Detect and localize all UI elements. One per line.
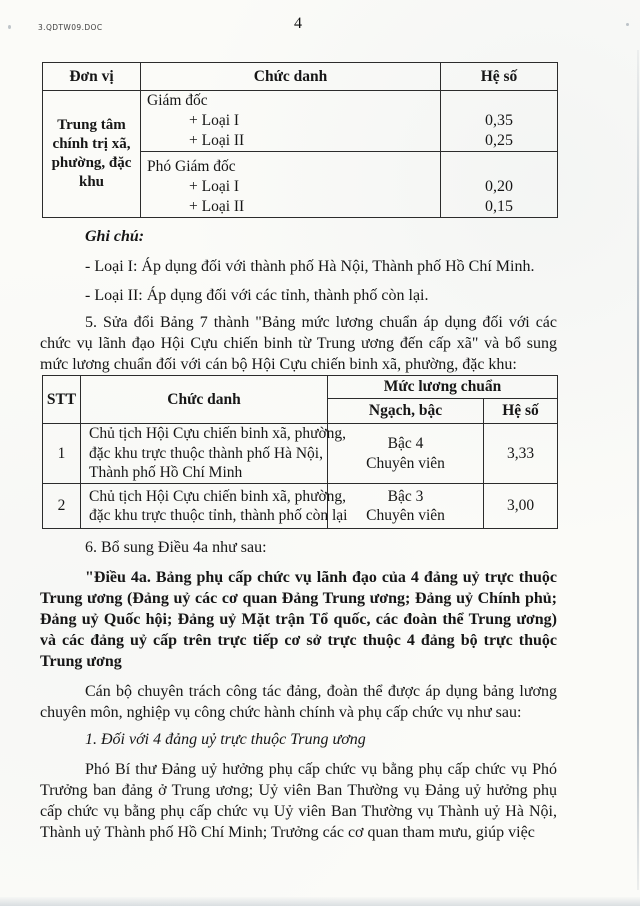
t2-grade-cell [328, 484, 484, 529]
article-4a-paragraph: "Điều 4a. Bảng phụ cấp chức vụ lãnh đạo của 4 đảng uỷ trực thuộc Trung ương (Đảng uỷ các cơ quan Đảng Trung ương; Đảng uỷ Chính phủ; Đảng uỷ Quốc hội; Đảng uỷ Mặt trận Tổ quốc, các đoàn thể Trung ương) và các đảng uỷ cấp trên trực tiếp cơ sở trực thuộc 4 đảng bộ trực thuộc Trung ương [40, 569, 557, 670]
coefficient-value: 0,25 [485, 132, 513, 149]
table-row [43, 424, 558, 484]
position-subitem: + Loại II [189, 132, 245, 149]
t1-title-cell-pho-giam-doc [141, 152, 441, 218]
grade-line: Bậc 3 [387, 487, 424, 505]
allowance-coefficient-table [42, 62, 558, 218]
t1-header-he-so: Hệ số [441, 63, 558, 91]
coefficient-value: 0,15 [485, 198, 513, 215]
subsection-1-heading: 1. Đối với 4 đảng uỷ trực thuộc Trung ương [85, 731, 366, 748]
document-filename: 3.QDTW09.DOC [38, 23, 103, 32]
t2-title-cell [81, 484, 348, 529]
coefficient-value: 0,35 [485, 112, 513, 129]
table-header-row [43, 63, 558, 91]
scan-bottom-shadow [0, 897, 640, 906]
title-line: đặc khu trực thuộc thành phố Hà Nội, [89, 444, 323, 462]
table-header-row [43, 376, 558, 399]
scan-speck [626, 23, 629, 26]
position-subitem: + Loại I [189, 112, 240, 129]
row-index: 2 [43, 484, 81, 529]
scan-speck [8, 25, 11, 29]
final-paragraph: Phó Bí thư Đảng uỷ hưởng phụ cấp chức vụ bằng phụ cấp chức vụ Phó Trưởng ban đảng ở Trung ương; Uỷ viên Ban Thường vụ Đảng uỷ hưởng phụ cấp chức vụ bằng phụ cấp chức vụ Uỷ viên Ban Thường vụ Thành uỷ Hà Nội, Thành uỷ Thành phố Hồ Chí Minh; Trưởng các cơ quan tham mưu, giúp việc [40, 761, 557, 841]
paragraph-5: 5. Sửa đổi Bảng 7 thành "Bảng mức lương chuẩn áp dụng đối với các chức vụ lãnh đạo Hội Cựu chiến binh từ Trung ương đến cấp xã" và bổ sung mức lương chuẩn đối với cán bộ Hội Cựu chiến binh xã, phường, đặc khu: [40, 314, 557, 373]
title-line: Chủ tịch Hội Cựu chiến binh xã, phường, [89, 425, 347, 443]
grade-line: Chuyên viên [366, 454, 445, 472]
position-title: Giám đốc [147, 92, 208, 109]
note-loai-2: - Loại II: Áp dụng đối với các tỉnh, thành phố còn lại. [85, 287, 429, 304]
page-number: 4 [294, 15, 302, 32]
grade-line: Chuyên viên [366, 507, 445, 524]
table-row [43, 484, 558, 529]
t1-unit-cell: Trung tâm chính trị xã, phường, đặc khu [43, 91, 141, 218]
row-index: 1 [43, 424, 81, 484]
t1-coefficient-cell [441, 152, 558, 218]
standard-salary-table [42, 375, 558, 529]
t2-header-chuc-danh: Chức danh [81, 376, 328, 424]
t2-grade-cell [328, 424, 484, 484]
position-subitem: + Loại I [189, 178, 240, 195]
t2-coefficient-cell: 3,33 [484, 424, 558, 484]
notes-heading: Ghi chú: [85, 228, 145, 245]
cadre-paragraph: Cán bộ chuyên trách công tác đảng, đoàn thể được áp dụng bảng lương chuyên môn, nghiệp vụ công chức hành chính và phụ cấp chức vụ như sau: [40, 683, 557, 721]
paragraph-6: 6. Bổ sung Điều 4a như sau: [85, 539, 267, 556]
position-title: Phó Giám đốc [147, 158, 236, 175]
title-line: Chủ tịch Hội Cựu chiến binh xã, phường, [89, 487, 347, 505]
grade-line: Bậc 4 [387, 435, 424, 452]
t2-header-he-so: Hệ số [484, 399, 558, 424]
t2-header-stt: STT [43, 376, 81, 424]
t1-header-chuc-danh: Chức danh [141, 63, 441, 91]
position-subitem: + Loại II [189, 198, 245, 215]
title-line: Thành phố Hồ Chí Minh [89, 464, 243, 482]
table-row [43, 91, 558, 152]
coefficient-value: 0,20 [485, 178, 513, 195]
t1-header-don-vi: Đơn vị [43, 63, 141, 91]
t1-title-cell-giam-doc [141, 91, 441, 152]
t2-header-muc-luong-chuan: Mức lương chuẩn [328, 376, 558, 399]
t2-header-ngach-bac: Ngạch, bậc [328, 399, 484, 424]
t2-coefficient-cell: 3,00 [484, 484, 558, 529]
scan-edge-shadow [637, 50, 639, 890]
title-line: đặc khu trực thuộc tỉnh, thành phố còn lại [89, 507, 348, 524]
t2-title-cell [81, 424, 347, 484]
t1-coefficient-cell [441, 91, 558, 152]
note-loai-1: - Loại I: Áp dụng đối với thành phố Hà Nội, Thành phố Hồ Chí Minh. [85, 258, 535, 275]
